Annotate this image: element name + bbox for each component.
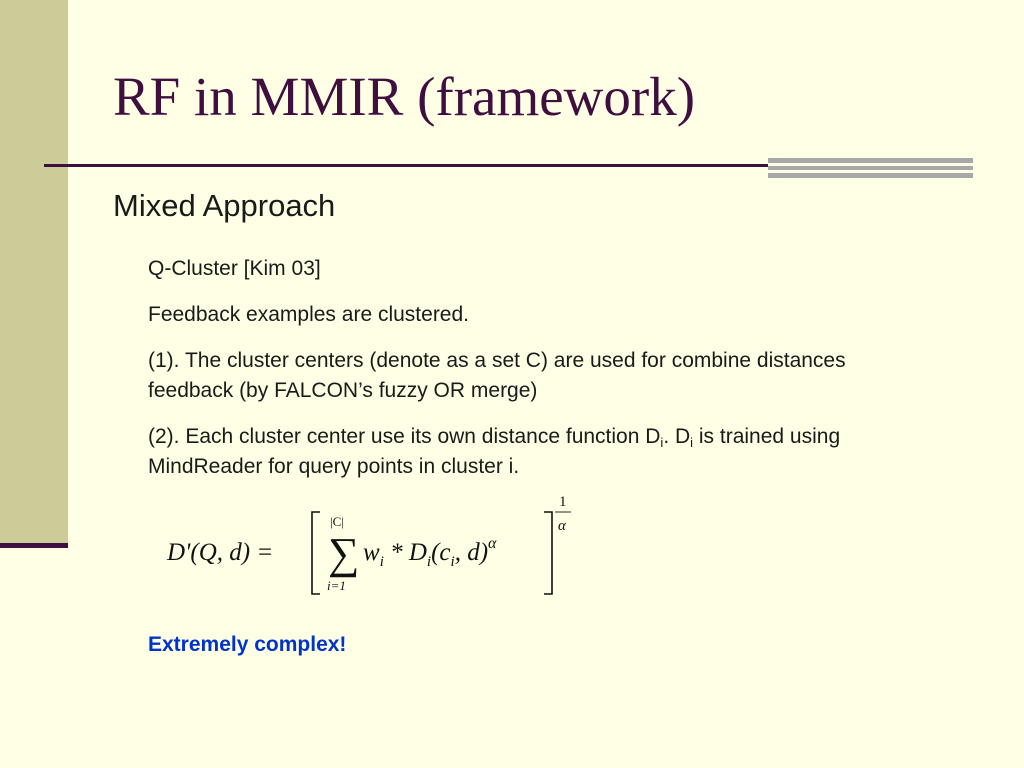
right-bracket xyxy=(544,512,552,594)
term-paren-open: (c xyxy=(431,539,451,566)
section-heading: Mixed Approach xyxy=(113,188,336,223)
emphasis-text: Extremely complex! xyxy=(148,633,347,656)
slide-title: RF in MMIR (framework) xyxy=(113,66,696,127)
left-decor-rule xyxy=(0,543,68,548)
line-feedback-clustered: Feedback examples are clustered. xyxy=(148,303,469,326)
sum-symbol: ∑ xyxy=(328,529,360,578)
line-q-cluster: Q-Cluster [Kim 03] xyxy=(148,257,321,280)
left-bracket xyxy=(312,512,320,594)
decor-grey-bars xyxy=(768,158,973,178)
line-distance-function-b: . D xyxy=(663,425,691,448)
term-power: α xyxy=(488,535,497,552)
line-distance-function xyxy=(148,422,908,482)
formula-term xyxy=(363,535,497,570)
term-D-sub: i xyxy=(426,554,432,570)
exponent-denominator: α xyxy=(558,518,566,534)
term-star-D: * D xyxy=(383,539,427,566)
subscript-i: i xyxy=(690,435,694,450)
title-underline xyxy=(44,164,768,167)
distance-formula xyxy=(165,492,585,602)
subscript-i: i xyxy=(660,435,664,450)
formula-lhs: D'(Q, d) = xyxy=(167,539,274,566)
term-w: w xyxy=(363,539,380,566)
term-w-sub: i xyxy=(379,554,384,570)
sum-upper-limit: |C| xyxy=(330,514,344,529)
line-distance-function-a: (2). Each cluster center use its own distance function D xyxy=(148,425,661,448)
sum-lower-limit: i=1 xyxy=(327,578,346,593)
term-c-sub: i xyxy=(450,554,455,570)
line-distance-function-c: is trained using MindReader for query points in cluster i. xyxy=(148,425,841,478)
exponent-numerator: 1 xyxy=(559,494,567,510)
term-paren-close: , d) xyxy=(454,539,489,566)
left-decor-band xyxy=(0,0,68,546)
line-cluster-centers: (1). The cluster centers (denote as a set C) are used for combine distances feedback (by FALCON’s fuzzy OR merge) xyxy=(148,349,846,402)
